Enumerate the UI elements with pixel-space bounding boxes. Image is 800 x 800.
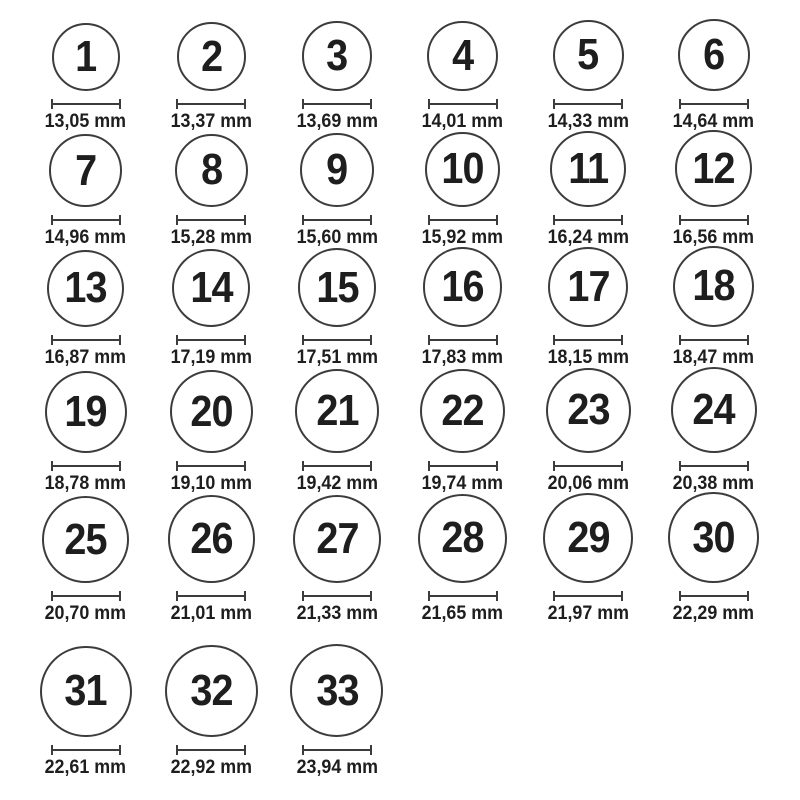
diameter-measure-line (428, 215, 498, 225)
diameter-label: 21,33 mm (296, 603, 378, 624)
diameter-label: 14,01 mm (421, 111, 504, 132)
ring-size-number: 1 (75, 32, 97, 81)
ring-circle (298, 248, 377, 327)
diameter-measure-line (51, 99, 121, 109)
diameter-label: 14,64 mm (673, 111, 755, 132)
diameter-label: 21,97 mm (547, 603, 629, 624)
ring-size-number: 23 (567, 385, 610, 435)
ring-circle (40, 646, 131, 737)
ring-size-number: 14 (190, 262, 233, 312)
ring-size-number: 2 (200, 31, 222, 81)
ring-circle (546, 368, 631, 453)
diameter-measure-line (428, 99, 498, 109)
ring-size-item (525, 247, 651, 369)
diameter-label: 18,15 mm (547, 347, 629, 368)
ring-size-number: 20 (190, 386, 233, 436)
ring-size-number: 27 (315, 513, 359, 563)
ring-size-number: 22 (441, 385, 484, 435)
diameter-measure-line (176, 461, 246, 471)
ring-circle (47, 250, 124, 327)
chart-row (23, 372, 777, 498)
diameter-label: 17,19 mm (170, 347, 253, 368)
diameter-measure-line (302, 591, 372, 601)
diameter-label: 13,05 mm (45, 111, 127, 132)
ring-size-item (525, 131, 651, 248)
ring-size-number: 15 (315, 262, 359, 312)
ring-circle (52, 23, 120, 91)
ring-size-number: 10 (441, 144, 484, 194)
diameter-measure-line (679, 99, 749, 109)
ring-size-number: 9 (326, 144, 348, 194)
ring-circle (550, 131, 626, 207)
diameter-label: 16,56 mm (673, 227, 755, 248)
ring-size-number: 5 (577, 30, 599, 80)
ring-circle (543, 493, 633, 583)
ring-size-item (525, 20, 651, 132)
diameter-measure-line (176, 335, 246, 345)
ring-size-item (651, 246, 777, 368)
diameter-label: 16,24 mm (547, 227, 629, 248)
ring-size-number: 28 (441, 513, 484, 563)
ring-size-item (274, 644, 400, 778)
ring-circle (675, 130, 752, 207)
ring-circle (668, 492, 759, 583)
diameter-measure-line (553, 591, 623, 601)
diameter-label: 15,92 mm (421, 227, 504, 248)
ring-circle (175, 134, 248, 207)
diameter-measure-line (176, 99, 246, 109)
ring-circle (290, 644, 383, 737)
ring-circle (418, 494, 507, 583)
ring-size-number: 25 (64, 514, 107, 564)
diameter-label: 20,70 mm (45, 603, 127, 624)
ring-circle (302, 21, 372, 91)
diameter-label: 14,33 mm (547, 111, 629, 132)
ring-size-number: 21 (315, 386, 359, 436)
ring-circle (678, 19, 750, 91)
diameter-measure-line (679, 591, 749, 601)
ring-circle (425, 132, 500, 207)
ring-size-number: 17 (567, 261, 610, 311)
ring-size-number: 13 (64, 263, 107, 313)
diameter-measure-line (302, 99, 372, 109)
diameter-measure-line (176, 591, 246, 601)
ring-size-item (149, 495, 275, 624)
diameter-label: 21,65 mm (421, 603, 504, 624)
ring-size-item (651, 130, 777, 248)
ring-size-item (400, 494, 526, 624)
ring-size-item (400, 132, 526, 248)
ring-circle (45, 371, 127, 453)
diameter-measure-line (553, 461, 623, 471)
diameter-measure-line (302, 215, 372, 225)
diameter-measure-line (302, 745, 372, 755)
diameter-label: 23,94 mm (296, 757, 378, 778)
ring-size-number: 4 (452, 30, 474, 80)
diameter-label: 19,74 mm (421, 473, 504, 494)
ring-size-number: 12 (692, 143, 735, 193)
diameter-measure-line (679, 461, 749, 471)
ring-circle (177, 22, 246, 91)
diameter-measure-line (302, 335, 372, 345)
ring-circle (170, 370, 253, 453)
ring-circle (165, 645, 257, 737)
ring-size-item (400, 21, 526, 132)
diameter-label: 20,06 mm (547, 473, 629, 494)
ring-size-item (274, 369, 400, 494)
ring-size-item (274, 495, 400, 624)
diameter-label: 15,60 mm (296, 227, 378, 248)
diameter-label: 13,37 mm (170, 111, 253, 132)
ring-circle (42, 496, 129, 583)
diameter-label: 17,83 mm (421, 347, 504, 368)
ring-size-item (274, 248, 400, 368)
ring-size-number: 11 (568, 144, 609, 194)
diameter-measure-line (428, 461, 498, 471)
ring-size-item (23, 496, 149, 624)
ring-circle (168, 495, 256, 583)
ring-size-item (274, 133, 400, 248)
diameter-label: 15,28 mm (170, 227, 253, 248)
diameter-label: 19,10 mm (170, 473, 253, 494)
ring-size-item (525, 368, 651, 494)
ring-size-item (400, 369, 526, 494)
diameter-label: 16,87 mm (45, 347, 127, 368)
diameter-measure-line (51, 745, 121, 755)
diameter-label: 22,29 mm (673, 603, 755, 624)
ring-size-item (23, 646, 149, 778)
ring-circle (553, 20, 624, 91)
diameter-measure-line (679, 215, 749, 225)
chart-row (23, 628, 777, 800)
ring-size-item (525, 493, 651, 624)
ring-circle (671, 367, 757, 453)
diameter-measure-line (553, 335, 623, 345)
diameter-label: 19,42 mm (296, 473, 378, 494)
chart-row (23, 498, 777, 628)
ring-size-item (23, 250, 149, 368)
chart-row (23, 252, 777, 372)
ring-size-number: 29 (567, 513, 610, 563)
ring-size-item (23, 134, 149, 248)
ring-circle (427, 21, 497, 91)
ring-circle (420, 369, 504, 453)
diameter-measure-line (553, 215, 623, 225)
ring-size-item (651, 367, 777, 494)
ring-circle (548, 247, 629, 328)
ring-circle (293, 495, 381, 583)
ring-size-item (274, 21, 400, 132)
ring-size-item (149, 22, 275, 132)
diameter-measure-line (51, 591, 121, 601)
ring-size-chart (23, 0, 777, 800)
diameter-measure-line (428, 591, 498, 601)
diameter-label: 18,78 mm (45, 473, 127, 494)
ring-size-number: 30 (692, 512, 735, 562)
ring-size-number: 33 (315, 665, 359, 715)
diameter-measure-line (51, 461, 121, 471)
diameter-measure-line (51, 215, 121, 225)
ring-circle (423, 247, 503, 327)
diameter-label: 21,01 mm (170, 603, 253, 624)
ring-size-number: 24 (692, 385, 735, 435)
ring-size-number: 3 (326, 31, 348, 81)
ring-size-number: 6 (703, 30, 725, 80)
diameter-measure-line (51, 335, 121, 345)
ring-circle (673, 246, 754, 327)
ring-size-item (23, 23, 149, 132)
ring-size-number: 31 (64, 666, 107, 716)
diameter-measure-line (176, 745, 246, 755)
diameter-measure-line (302, 461, 372, 471)
diameter-label: 14,96 mm (45, 227, 127, 248)
diameter-label: 17,51 mm (296, 347, 378, 368)
ring-size-item (400, 247, 526, 368)
ring-size-item (149, 249, 275, 368)
ring-size-number: 32 (190, 665, 233, 715)
diameter-measure-line (553, 99, 623, 109)
diameter-label: 20,38 mm (673, 473, 755, 494)
diameter-label: 22,61 mm (45, 757, 127, 778)
ring-size-number: 8 (200, 145, 222, 195)
diameter-measure-line (428, 335, 498, 345)
diameter-measure-line (679, 335, 749, 345)
chart-row (23, 0, 777, 136)
diameter-label: 13,69 mm (296, 111, 378, 132)
diameter-label: 18,47 mm (673, 347, 755, 368)
ring-circle (49, 134, 122, 207)
ring-circle (295, 369, 379, 453)
ring-circle (300, 133, 374, 207)
ring-size-item (149, 645, 275, 778)
ring-size-item (149, 370, 275, 494)
ring-size-item (23, 371, 149, 494)
chart-row (23, 136, 777, 252)
ring-size-number: 18 (692, 261, 735, 311)
ring-size-item (149, 134, 275, 248)
ring-size-number: 7 (75, 145, 97, 195)
ring-size-number: 19 (64, 386, 107, 436)
ring-circle (172, 249, 250, 327)
ring-size-number: 16 (441, 262, 484, 312)
ring-size-item (651, 19, 777, 132)
diameter-label: 22,92 mm (170, 757, 253, 778)
diameter-measure-line (176, 215, 246, 225)
ring-size-item (651, 492, 777, 624)
ring-size-number: 26 (190, 514, 233, 564)
